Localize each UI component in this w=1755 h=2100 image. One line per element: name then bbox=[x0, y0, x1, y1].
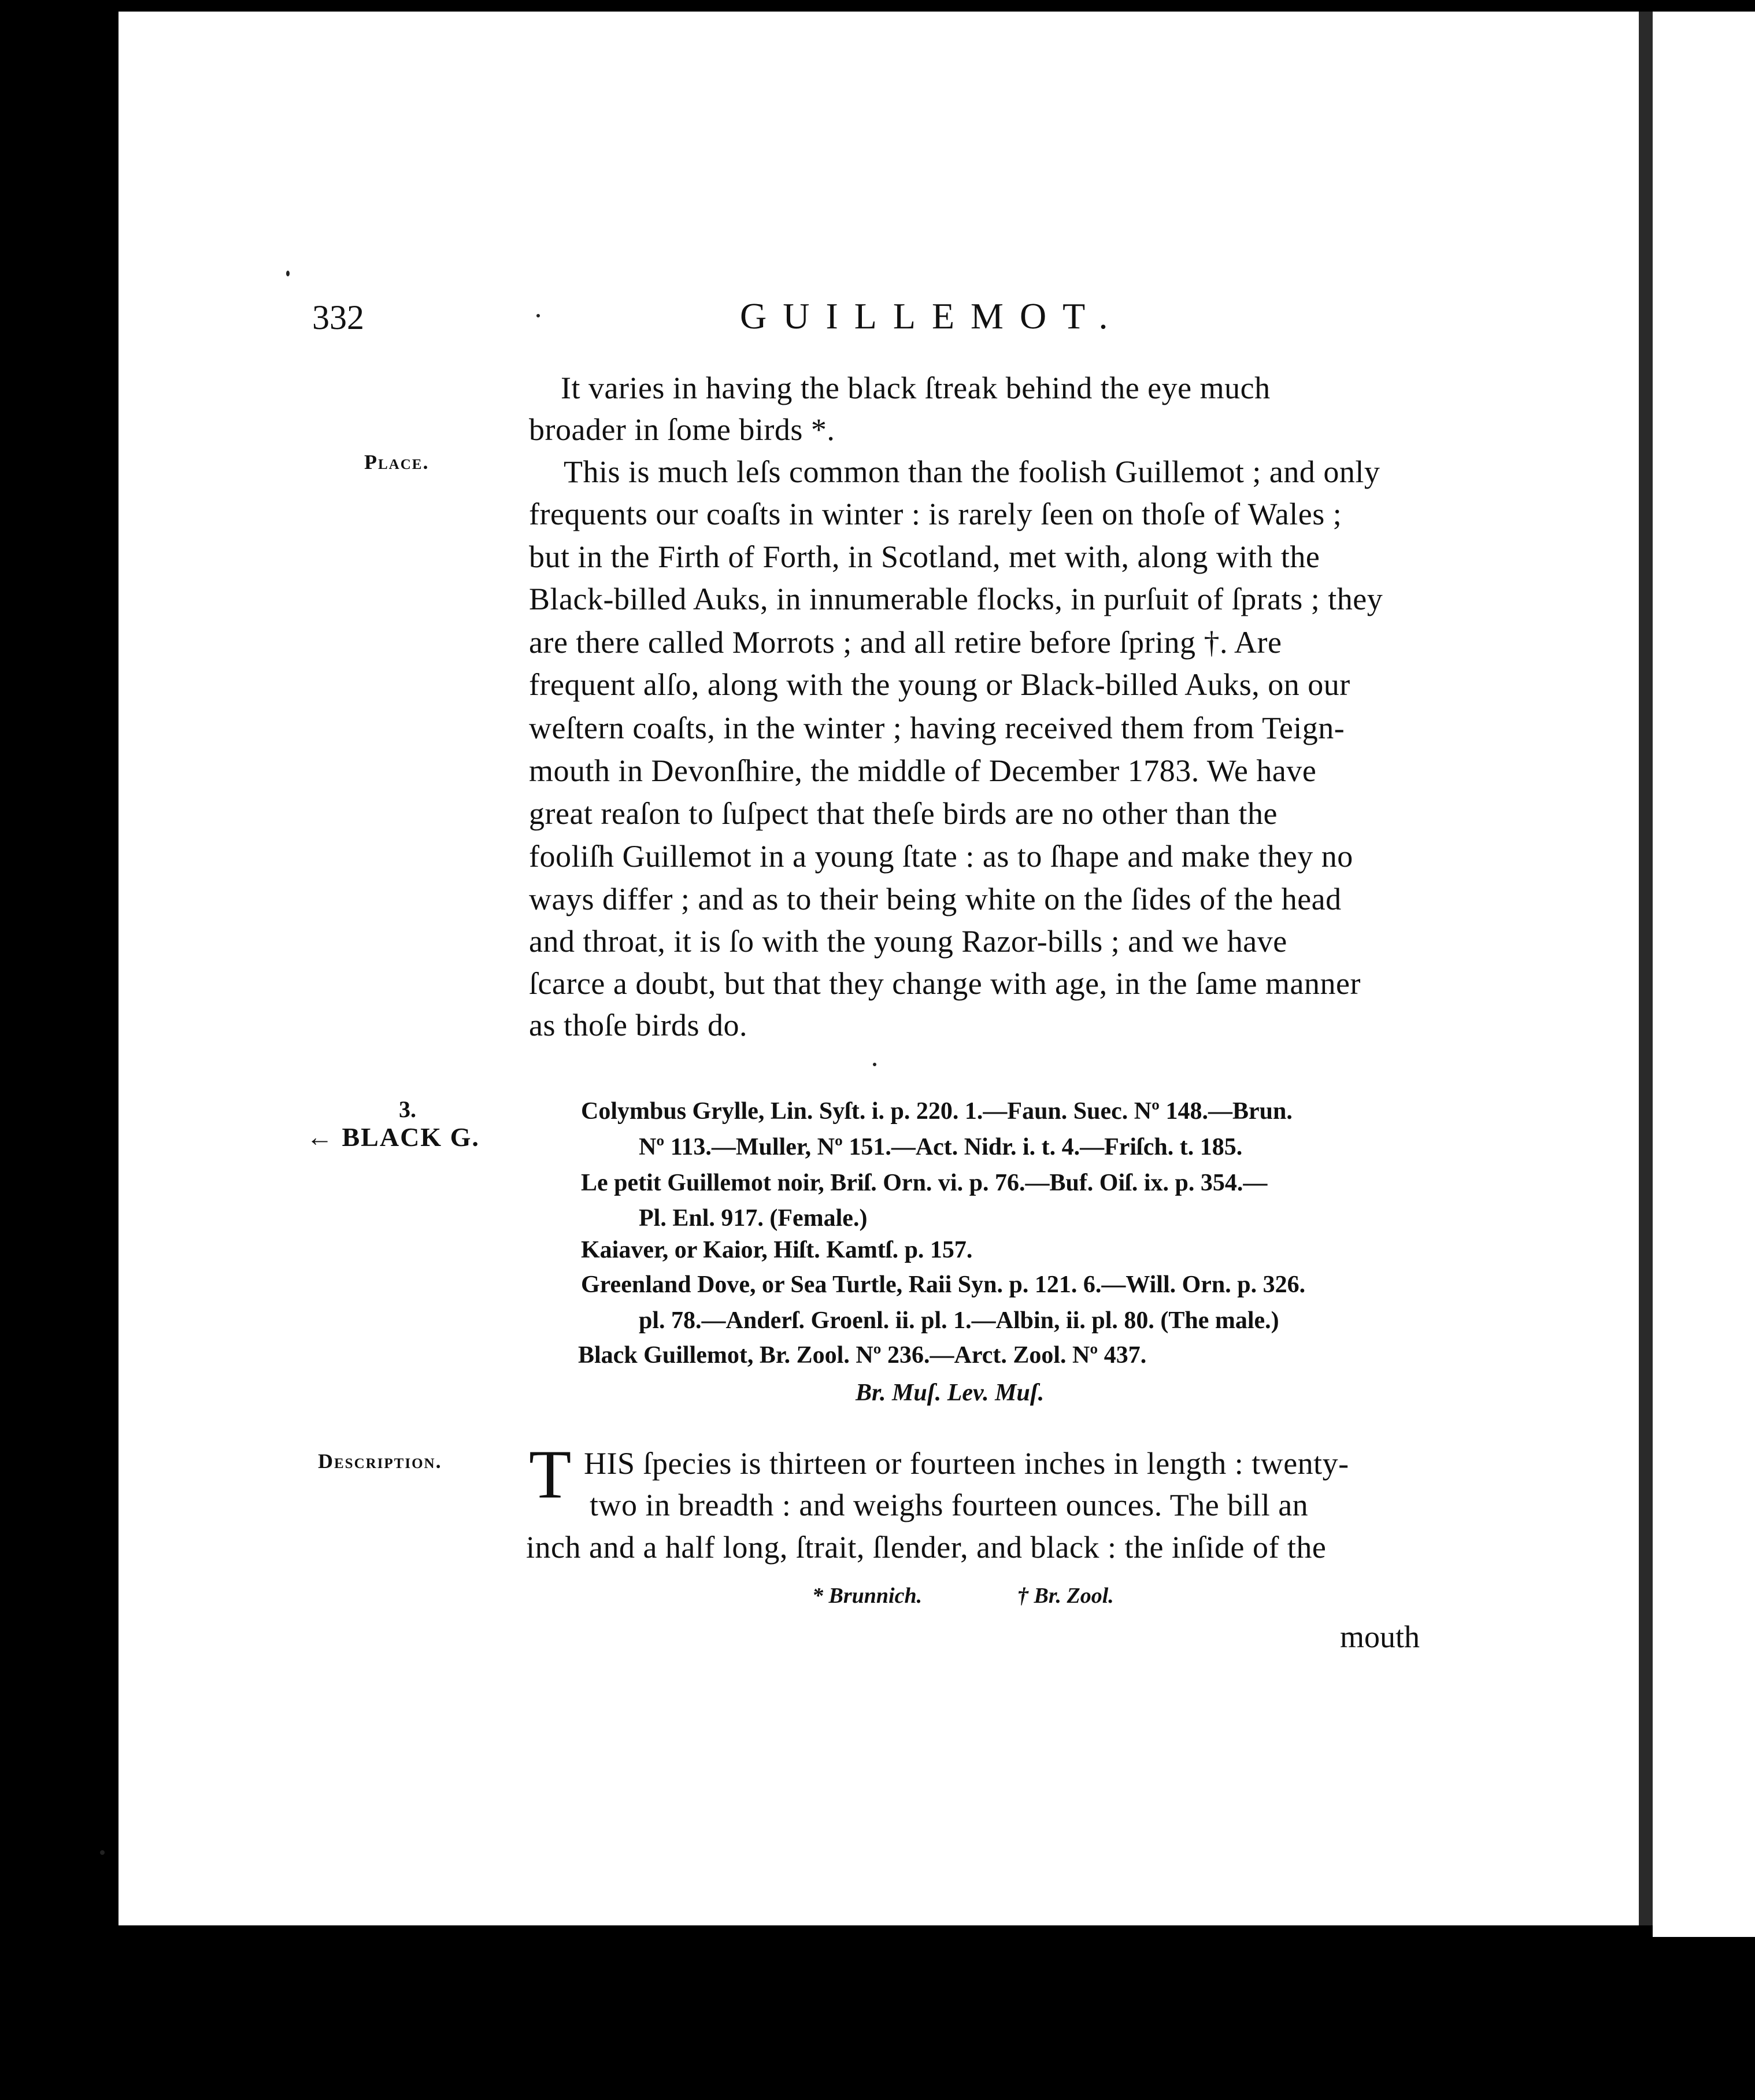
body-text-line: weſtern coaſts, in the winter ; having received them from Teign- bbox=[529, 711, 1345, 745]
body-text-line: ſcarce a doubt, but that they change with age, in the ſame manner bbox=[529, 966, 1361, 1001]
synonymy-line: pl. 78.—Anderſ. Groenl. ii. pl. 1.—Albin, ii. pl. 80. (The male.) bbox=[639, 1307, 1279, 1334]
page-gutter bbox=[1639, 12, 1653, 1925]
margin-note-description: Description. bbox=[318, 1450, 442, 1473]
body-text-line: ways differ ; and as to their being white on the ſides of the head bbox=[529, 882, 1342, 916]
footnote: † Br. Zool. bbox=[1017, 1584, 1114, 1608]
synonymy-line: Kaiaver, or Kaior, Hiſt. Kamtſ. p. 157. bbox=[581, 1237, 973, 1263]
synonymy-line: Nº 113.—Muller, Nº 151.—Act. Nidr. i. t. 4.—Friſch. t. 185. bbox=[639, 1134, 1243, 1160]
body-text-line: frequents our coaſts in winter : is rarely ſeen on thoſe of Wales ; bbox=[529, 497, 1342, 531]
body-text-line: but in the Firth of Forth, in Scotland, met with, along with the bbox=[529, 539, 1320, 574]
drop-cap: T bbox=[529, 1436, 572, 1513]
body-text-line: Black-billed Auks, in innumerable flocks, in purſuit of ſprats ; they bbox=[529, 582, 1383, 616]
stray-mark bbox=[873, 1063, 876, 1066]
stray-mark bbox=[286, 271, 290, 276]
margin-note-black-guillemot: ← BLACK G. bbox=[306, 1122, 480, 1152]
body-text-line: great reaſon to ſuſpect that theſe birds are no other than the bbox=[529, 796, 1278, 831]
synonymy-line: Greenland Dove, or Sea Turtle, Raii Syn. p. 121. 6.—Will. Orn. p. 326. bbox=[581, 1271, 1306, 1298]
body-text-line: frequent alſo, along with the young or Black-billed Auks, on our bbox=[529, 667, 1350, 702]
body-text-line: This is much leſs common than the foolish Guillemot ; and only bbox=[564, 454, 1380, 489]
page-number: 332 bbox=[312, 298, 364, 337]
footnote: * Brunnich. bbox=[812, 1584, 923, 1608]
synonymy-line: Le petit Guillemot noir, Briſ. Orn. vi. p. 76.—Buf. Oiſ. ix. p. 354.— bbox=[581, 1170, 1268, 1196]
description-line: HIS ſpecies is thirteen or fourteen inches in length : twenty- bbox=[584, 1446, 1349, 1481]
page-title: GUILLEMOT. bbox=[740, 295, 1124, 337]
body-text-line: as thoſe birds do. bbox=[529, 1008, 747, 1042]
stray-mark bbox=[100, 1850, 105, 1855]
description-line: inch and a half long, ſtrait, ſlender, and black : the inſide of the bbox=[526, 1530, 1327, 1565]
margin-note-number: 3. bbox=[399, 1096, 416, 1122]
body-text-line: broader in ſome birds *. bbox=[529, 412, 835, 447]
synonymy-line: Black Guillemot, Br. Zool. Nº 236.—Arct. Zool. Nº 437. bbox=[578, 1342, 1147, 1369]
synonymy-line: Pl. Enl. 917. (Female.) bbox=[639, 1205, 868, 1232]
body-text-line: fooliſh Guillemot in a young ſtate : as to ſhape and make they no bbox=[529, 839, 1353, 874]
body-text-line: are there called Morrots ; and all retire before ſpring †. Are bbox=[529, 625, 1282, 660]
body-text-line: mouth in Devonſhire, the middle of December 1783. We have bbox=[529, 753, 1317, 788]
synonymy-line: Colymbus Grylle, Lin. Syſt. i. p. 220. 1.—Faun. Suec. Nº 148.—Brun. bbox=[581, 1098, 1293, 1125]
catchword: mouth bbox=[1340, 1620, 1420, 1654]
body-text-line: and throat, it is ſo with the young Razor-bills ; and we have bbox=[529, 924, 1287, 959]
body-text-line: It varies in having the black ſtreak behind the eye much bbox=[561, 371, 1271, 405]
synonymy-line: Br. Muſ. Lev. Muſ. bbox=[856, 1380, 1045, 1406]
adjacent-page-edge bbox=[1653, 12, 1755, 1937]
stray-mark bbox=[536, 314, 540, 317]
margin-note-place: Place. bbox=[364, 450, 430, 474]
description-line: two in breadth : and weighs fourteen ounces. The bill an bbox=[590, 1488, 1309, 1522]
